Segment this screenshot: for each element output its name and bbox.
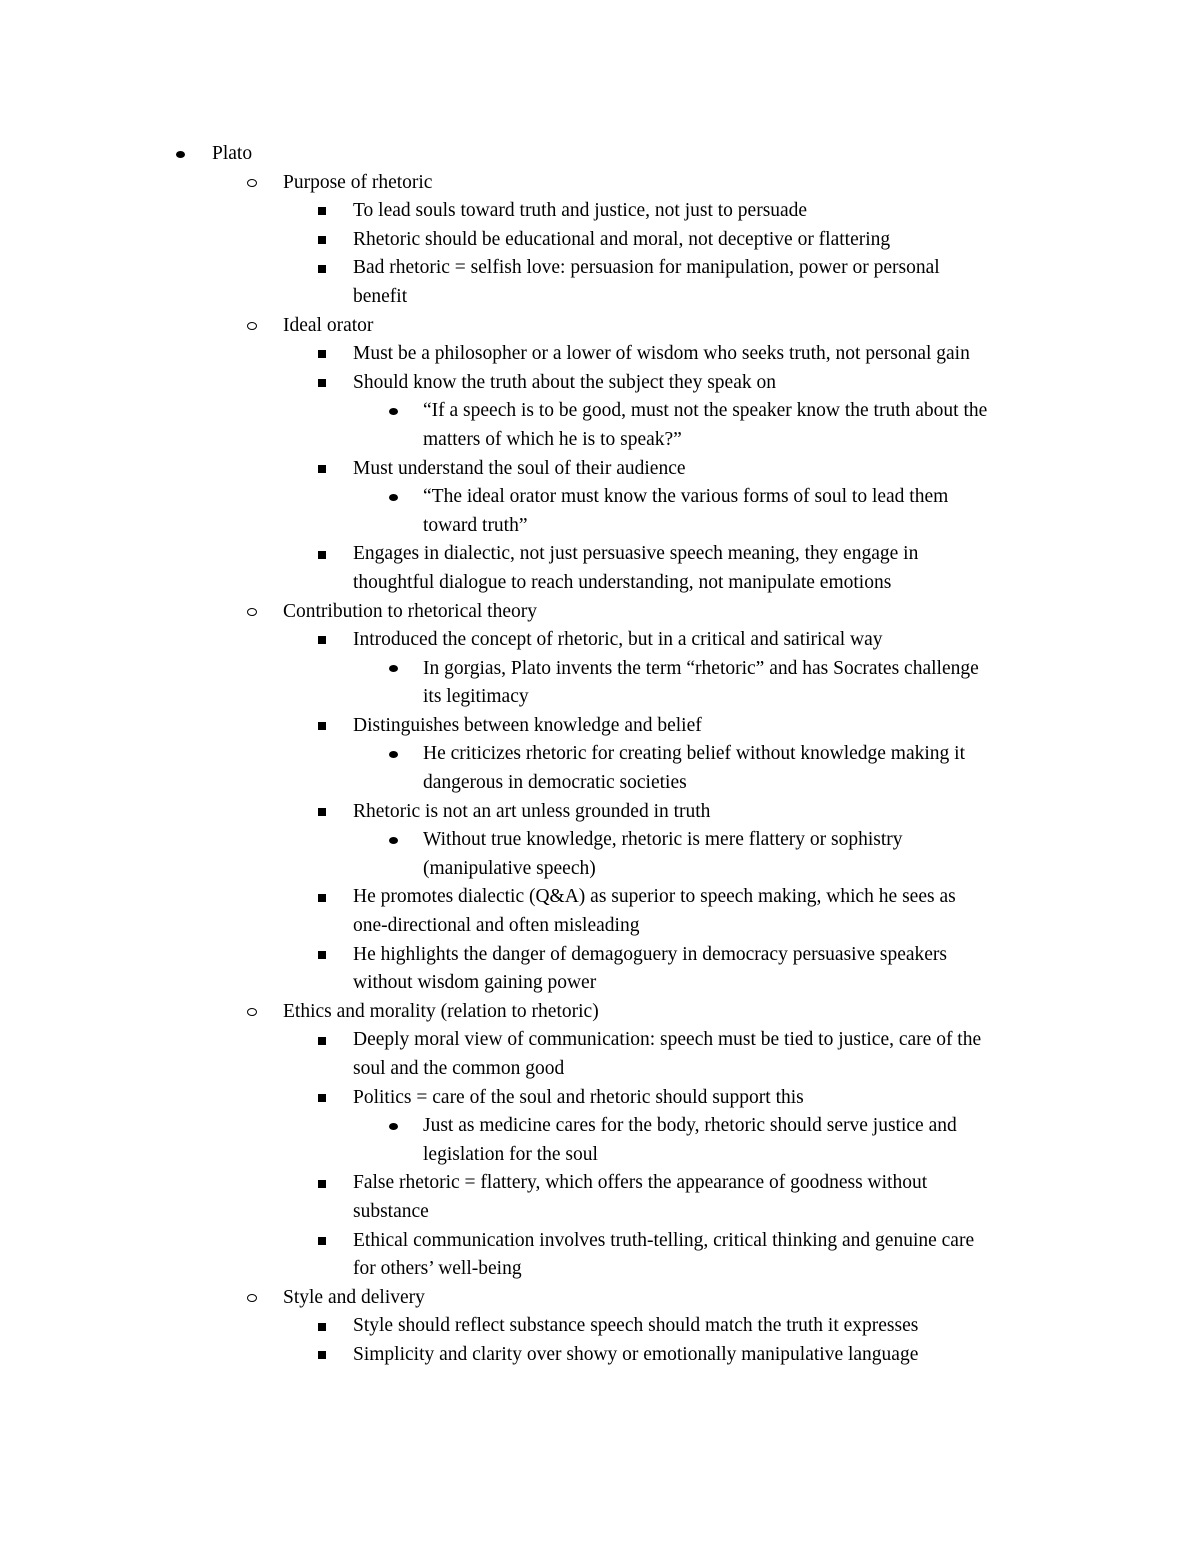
square-bullet-icon	[318, 369, 326, 398]
outline-item-level-2	[0, 598, 1200, 627]
outline-item-text: Just as medicine cares for the body, rhetoric should serve justice and	[423, 1115, 957, 1137]
outline-item-text: Distinguishes between knowledge and belief	[353, 714, 702, 736]
outline-item-continuation	[0, 569, 1200, 598]
outline-item-text: Politics = care of the soul and rhetoric should support this	[353, 1086, 804, 1108]
outline-item-text: False rhetoric = flattery, which offers the appearance of goodness without	[353, 1172, 928, 1194]
outline-item-level-2	[0, 312, 1200, 341]
outline-item-level-3	[0, 226, 1200, 255]
filled-circle-bullet-icon	[176, 140, 185, 169]
outline-item-level-4	[0, 826, 1200, 855]
square-bullet-icon	[318, 540, 326, 569]
outline-item-text: Should know the truth about the subject they speak on	[353, 371, 776, 393]
document-outline	[0, 140, 1200, 1370]
square-bullet-icon	[318, 340, 326, 369]
outline-item-text: “If a speech is to be good, must not the speaker know the truth about the	[423, 400, 988, 422]
outline-item-level-3	[0, 1084, 1200, 1113]
outline-item-text: He criticizes rhetoric for creating belief without knowledge making it	[423, 743, 966, 765]
outline-item-text: Introduced the concept of rhetoric, but in a critical and satirical way	[353, 629, 883, 651]
outline-item-continuation	[0, 683, 1200, 712]
outline-item-text-continued: one-directional and often misleading	[353, 915, 640, 937]
outline-item-text: Rhetoric is not an art unless grounded in truth	[353, 800, 711, 822]
outline-item-level-3	[0, 340, 1200, 369]
outline-item-text: He highlights the danger of demagoguery in democracy persuasive speakers	[353, 943, 948, 965]
outline-item-text-continued: (manipulative speech)	[423, 857, 596, 879]
outline-item-text: He promotes dialectic (Q&A) as superior to speech making, which he sees as	[353, 886, 956, 908]
outline-item-level-3	[0, 540, 1200, 569]
outline-item-level-3	[0, 1026, 1200, 1055]
outline-item-continuation	[0, 912, 1200, 941]
square-bullet-icon	[318, 455, 326, 484]
outline-item-text: Must understand the soul of their audience	[353, 457, 686, 479]
square-bullet-icon	[318, 254, 326, 283]
outline-item-level-3	[0, 254, 1200, 283]
outline-item-text-continued: toward truth”	[423, 514, 528, 536]
outline-item-text: Ethical communication involves truth-telling, critical thinking and genuine care	[353, 1229, 975, 1251]
outline-item-text-continued: benefit	[353, 285, 408, 307]
outline-item-continuation	[0, 1198, 1200, 1227]
square-bullet-icon	[318, 1227, 326, 1256]
outline-item-level-3	[0, 798, 1200, 827]
filled-circle-bullet-icon	[389, 826, 398, 855]
outline-item-text-continued: substance	[353, 1200, 429, 1222]
square-bullet-icon	[318, 626, 326, 655]
outline-item-level-4	[0, 740, 1200, 769]
outline-item-text: Deeply moral view of communication: speech must be tied to justice, care of the	[353, 1029, 982, 1051]
outline-item-text: Ideal orator	[283, 314, 374, 336]
filled-circle-bullet-icon	[389, 740, 398, 769]
outline-item-text: Style and delivery	[283, 1286, 425, 1308]
outline-item-text: Rhetoric should be educational and moral, not deceptive or flattering	[353, 228, 891, 250]
outline-item-text: Purpose of rhetoric	[283, 171, 433, 193]
square-bullet-icon	[318, 883, 326, 912]
outline-item-level-2	[0, 1284, 1200, 1313]
hollow-circle-bullet-icon	[247, 998, 257, 1027]
outline-item-level-3	[0, 626, 1200, 655]
outline-item-text: Simplicity and clarity over showy or emotionally manipulative language	[353, 1343, 919, 1365]
outline-item-text: “The ideal orator must know the various forms of soul to lead them	[423, 486, 949, 508]
outline-item-text-continued: without wisdom gaining power	[353, 972, 597, 994]
square-bullet-icon	[318, 1341, 326, 1370]
outline-item-level-3	[0, 1227, 1200, 1256]
outline-item-continuation	[0, 1255, 1200, 1284]
outline-item-level-3	[0, 1341, 1200, 1370]
outline-item-text: In gorgias, Plato invents the term “rhetoric” and has Socrates challenge	[423, 657, 979, 679]
outline-item-continuation	[0, 769, 1200, 798]
outline-item-continuation	[0, 855, 1200, 884]
outline-item-text-continued: dangerous in democratic societies	[423, 772, 687, 794]
square-bullet-icon	[318, 798, 326, 827]
outline-item-continuation	[0, 426, 1200, 455]
outline-item-level-4	[0, 397, 1200, 426]
outline-item-continuation	[0, 1055, 1200, 1084]
outline-item-text-continued: legislation for the soul	[423, 1143, 598, 1165]
hollow-circle-bullet-icon	[247, 598, 257, 627]
square-bullet-icon	[318, 1312, 326, 1341]
square-bullet-icon	[318, 1084, 326, 1113]
outline-item-text: Bad rhetoric = selfish love: persuasion for manipulation, power or personal	[353, 257, 940, 279]
square-bullet-icon	[318, 226, 326, 255]
filled-circle-bullet-icon	[389, 1112, 398, 1141]
filled-circle-bullet-icon	[389, 397, 398, 426]
filled-circle-bullet-icon	[389, 483, 398, 512]
outline-item-level-3	[0, 1169, 1200, 1198]
outline-item-level-2	[0, 998, 1200, 1027]
outline-item-text: Style should reflect substance speech should match the truth it expresses	[353, 1315, 919, 1337]
outline-item-text-continued: matters of which he is to speak?”	[423, 428, 682, 450]
outline-item-text-continued: thoughtful dialogue to reach understanding, not manipulate emotions	[353, 571, 892, 593]
outline-item-text: Plato	[212, 143, 253, 164]
outline-item-text: To lead souls toward truth and justice, not just to persuade	[353, 200, 808, 222]
hollow-circle-bullet-icon	[247, 169, 257, 198]
outline-item-level-3	[0, 197, 1200, 226]
outline-item-level-4	[0, 483, 1200, 512]
square-bullet-icon	[318, 1169, 326, 1198]
outline-item-level-3	[0, 369, 1200, 398]
outline-item-text: Without true knowledge, rhetoric is mere flattery or sophistry	[423, 829, 903, 851]
square-bullet-icon	[318, 197, 326, 226]
outline-item-text: Contribution to rhetorical theory	[283, 600, 537, 622]
outline-item-level-3	[0, 712, 1200, 741]
outline-item-text-continued: soul and the common good	[353, 1058, 565, 1079]
outline-item-continuation	[0, 512, 1200, 541]
outline-item-text-continued: its legitimacy	[423, 686, 529, 708]
outline-item-level-4	[0, 1112, 1200, 1141]
square-bullet-icon	[318, 1026, 326, 1055]
outline-item-continuation	[0, 1141, 1200, 1170]
outline-item-text: Must be a philosopher or a lower of wisdom who seeks truth, not personal gain	[353, 343, 970, 365]
outline-item-level-3	[0, 455, 1200, 484]
outline-item-level-3	[0, 883, 1200, 912]
outline-item-text-continued: for others’ well-being	[353, 1258, 522, 1280]
outline-item-level-1	[0, 140, 1200, 169]
outline-item-continuation	[0, 283, 1200, 312]
square-bullet-icon	[318, 941, 326, 970]
outline-item-continuation	[0, 969, 1200, 998]
outline-item-level-3	[0, 941, 1200, 970]
hollow-circle-bullet-icon	[247, 1284, 257, 1313]
outline-item-level-3	[0, 1312, 1200, 1341]
hollow-circle-bullet-icon	[247, 312, 257, 341]
outline-item-text: Engages in dialectic, not just persuasive speech meaning, they engage in	[353, 543, 919, 565]
outline-item-level-4	[0, 655, 1200, 684]
filled-circle-bullet-icon	[389, 655, 398, 684]
square-bullet-icon	[318, 712, 326, 741]
outline-item-text: Ethics and morality (relation to rhetoric)	[283, 1000, 599, 1022]
outline-item-level-2	[0, 169, 1200, 198]
